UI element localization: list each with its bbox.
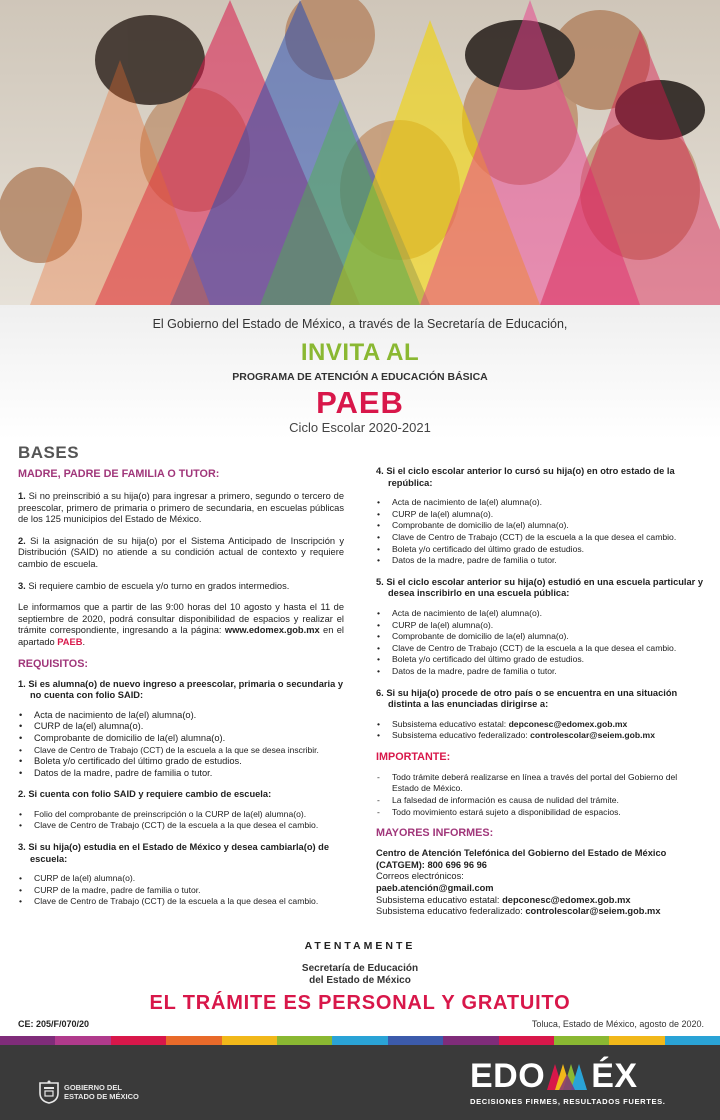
gob-line-2: ESTADO DE MÉXICO <box>64 1092 139 1101</box>
bases-item-2: 2. Si la asignación de su hija(o) por el Sistema Anticipado de Inscripción y Distribución (SAID) no atiende a su condición actual de contexto y requiere cambio de escuela. <box>18 535 344 569</box>
stripe-segment <box>55 1036 110 1045</box>
list-item: • Boleta y/o certificado del último grado de estudios. <box>376 654 706 666</box>
informes-block <box>376 848 706 918</box>
email-link[interactable]: depconesc@edomex.gob.mx <box>502 894 631 905</box>
edomex-wordmark <box>470 1057 690 1095</box>
email-link[interactable]: controlescolar@seiem.gob.mx <box>530 730 655 741</box>
list-item: - Todo trámite deberá realizarse en línea a través del portal del Gobierno del Estado de México. <box>376 772 706 795</box>
req-4-list <box>376 497 706 567</box>
coat-of-arms-icon <box>38 1080 60 1104</box>
ex-text: ÉX <box>591 1057 638 1095</box>
bases-title: BASES <box>18 443 80 462</box>
list-item: • Clave de Centro de Trabajo (CCT) de la escuela a la que se desea inscribir. <box>18 745 344 757</box>
list-item: - Todo movimiento estará sujeto a disponibilidad de espacios. <box>376 807 706 819</box>
req-4-title: 4. Si el ciclo escolar anterior lo cursó su hija(o) en otro estado de la república: <box>376 466 675 488</box>
list-item: • Datos de la madre, padre de familia o tutor. <box>376 555 706 567</box>
requisitos-title: REQUISITOS: <box>18 657 88 670</box>
stripe-segment <box>554 1036 609 1045</box>
stripe-segment <box>388 1036 443 1045</box>
req-3-title: 3. Si su hija(o) estudia en el Estado de México y desea cambiarla(o) de escuela: <box>18 842 330 864</box>
estatal-line: Subsistema educativo estatal: depconesc@edomex.gob.mx <box>376 894 631 905</box>
list-item: • Datos de la madre, padre de familia o tutor. <box>376 666 706 678</box>
stripe-segment <box>665 1036 720 1045</box>
email-link[interactable]: depconesc@edomex.gob.mx <box>508 718 628 729</box>
footer <box>0 1045 720 1120</box>
list-item: - La falsedad de información es causa de nulidad del trámite. <box>376 795 706 807</box>
secretaria-signature <box>0 963 720 987</box>
list-item: • Boleta y/o certificado del último grado de estudios. <box>18 756 344 768</box>
bases-item-1: 1. Si no preinscribió a su hija(o) para ingresar a primero, segundo o tercero de preescolar, primero de primaria o primero de secundaria, en escuelas públicas de los 125 municipios del Estado de México. <box>18 491 344 525</box>
list-item: • Acta de nacimiento de la(el) alumna(o). <box>376 608 706 620</box>
stripe-segment <box>111 1036 166 1045</box>
list-item: • Comprobante de domicilio de la(el) alumna(o). <box>18 733 344 745</box>
list-item: • Subsistema educativo estatal: depconesc@edomex.gob.mx <box>376 719 706 731</box>
stripe-segment <box>609 1036 664 1045</box>
list-item: • CURP de la(el) alumna(o). <box>18 721 344 733</box>
gob-line-1: GOBIERNO DEL <box>64 1083 122 1092</box>
list-item: • Folio del comprobante de preinscripción o la CURP de la(el) alumna(o). <box>18 809 344 821</box>
req-2-title: 2. Si cuenta con folio SAID y requiere cambio de escuela: <box>18 789 272 800</box>
tramite-banner: EL TRÁMITE ES PERSONAL Y GRATUITO <box>149 992 571 1014</box>
req-6-title: 6. Si su hija(o) procede de otro país o se encuentra en una situación distinta a las enunciadas dirigirse a: <box>376 687 678 710</box>
catgem-text: Centro de Atención Telefónica del Gobierno del Estado de México (CATGEM): 800 696 96 96 <box>376 848 667 870</box>
secretaria-line-1: Secretaría de Educación <box>301 963 419 974</box>
list-item: • CURP de la madre, padre de familia o tutor. <box>18 885 344 897</box>
stripe-segment <box>332 1036 387 1045</box>
bases-item-3: 3. Si requiere cambio de escuela y/o turno en grados intermedios. <box>18 580 290 591</box>
list-item: • Acta de nacimiento de la(el) alumna(o). <box>376 497 706 509</box>
list-item: • CURP de la(el) alumna(o). <box>18 873 344 885</box>
paeb-title: PAEB <box>316 385 404 420</box>
right-column <box>376 466 706 918</box>
email-link[interactable]: controlescolar@seiem.gob.mx <box>525 906 661 917</box>
list-item: • Comprobante de domicilio de la(el) alumna(o). <box>376 520 706 532</box>
informes-title: MAYORES INFORMES: <box>376 827 494 840</box>
gobierno-logo <box>38 1080 139 1104</box>
list-item: • Clave de Centro de Trabajo (CCT) de la escuela a la que desea el cambio. <box>18 896 344 908</box>
list-item: • Subsistema educativo federalizado: controlescolar@seiem.gob.mx <box>376 730 706 742</box>
req-1-list <box>18 710 344 780</box>
list-item: • Boleta y/o certificado del último grado de estudios. <box>376 544 706 556</box>
list-item: • Acta de nacimiento de la(el) alumna(o). <box>18 710 344 722</box>
req-3-list <box>18 873 344 908</box>
program-name: PROGRAMA DE ATENCIÓN A EDUCACIÓN BÁSICA <box>232 371 488 383</box>
req-6-list <box>376 719 706 742</box>
intro-text: El Gobierno del Estado de México, a través de la Secretaría de Educación, <box>152 317 568 331</box>
invita-heading: INVITA AL <box>300 339 420 366</box>
madre-title: MADRE, PADRE DE FAMILIA O TUTOR: <box>18 468 220 480</box>
left-column <box>18 443 344 908</box>
header-block <box>0 305 720 440</box>
list-item: • CURP de la(el) alumna(o). <box>376 620 706 632</box>
hero-photo-graphic <box>0 0 720 305</box>
req-5-title: 5. Si el ciclo escolar anterior su hija(o) estudió en una escuela particular y desea inscribirlo en una escuela pública: <box>376 576 704 599</box>
list-item: • CURP de la(el) alumna(o). <box>376 509 706 521</box>
info-paragraph: Le informamos que a partir de las 9:00 horas del 10 agosto y hasta el 11 de septiembre de 2020, podrá consultar disponibilidad de espacios y realizar el trámite correspondiente, ingresando a la página: www.edomex.gob.mx en el apartado PAEB. <box>18 602 344 647</box>
list-item: • Clave de Centro de Trabajo (CCT) de la escuela a la que desea el cambio. <box>18 820 344 832</box>
gobierno-text <box>64 1083 139 1101</box>
paeb-email[interactable]: paeb.atención@gmail.com <box>376 883 494 894</box>
stripe-segment <box>277 1036 332 1045</box>
req-1-title: 1. Si es alumna(o) de nuevo ingreso a preescolar, primaria o secundaria y no cuenta con folio SAID: <box>18 678 343 701</box>
stripe-segment <box>499 1036 554 1045</box>
correos-label: Correos electrónicos: <box>376 871 464 882</box>
secretaria-line-2: del Estado de México <box>309 975 411 986</box>
list-item: • Clave de Centro de Trabajo (CCT) de la escuela a la que desea el cambio. <box>376 532 706 544</box>
hero-image <box>0 0 720 305</box>
rainbow-m-icon <box>545 1060 591 1092</box>
edo-text: EDO <box>470 1057 546 1095</box>
list-item: • Clave de Centro de Trabajo (CCT) de la escuela a la que desea el cambio. <box>376 643 706 655</box>
importante-list <box>376 772 706 818</box>
stripe-segment <box>443 1036 498 1045</box>
place-date: Toluca, Estado de México, agosto de 2020. <box>531 1019 704 1029</box>
stripe-segment <box>166 1036 221 1045</box>
list-item: • Datos de la madre, padre de familia o tutor. <box>18 768 344 780</box>
ce-code: CE: 205/F/070/20 <box>18 1019 90 1029</box>
edomex-link[interactable]: www.edomex.gob.mx <box>224 625 320 636</box>
atentamente: ATENTAMENTE <box>304 940 416 952</box>
stripe-segment <box>222 1036 277 1045</box>
stripe-segment <box>0 1036 55 1045</box>
slogan: DECISIONES FIRMES, RESULTADOS FUERTES. <box>470 1097 666 1106</box>
color-stripe <box>0 1036 720 1045</box>
req-5-list <box>376 608 706 678</box>
importante-title: IMPORTANTE: <box>376 750 451 763</box>
federal-line: Subsistema educativo federalizado: controlescolar@seiem.gob.mx <box>376 906 661 917</box>
ciclo-escolar: Ciclo Escolar 2020-2021 <box>289 420 431 435</box>
req-2-list <box>18 809 344 832</box>
list-item: • Comprobante de domicilio de la(el) alumna(o). <box>376 631 706 643</box>
edomex-logo <box>470 1057 690 1113</box>
